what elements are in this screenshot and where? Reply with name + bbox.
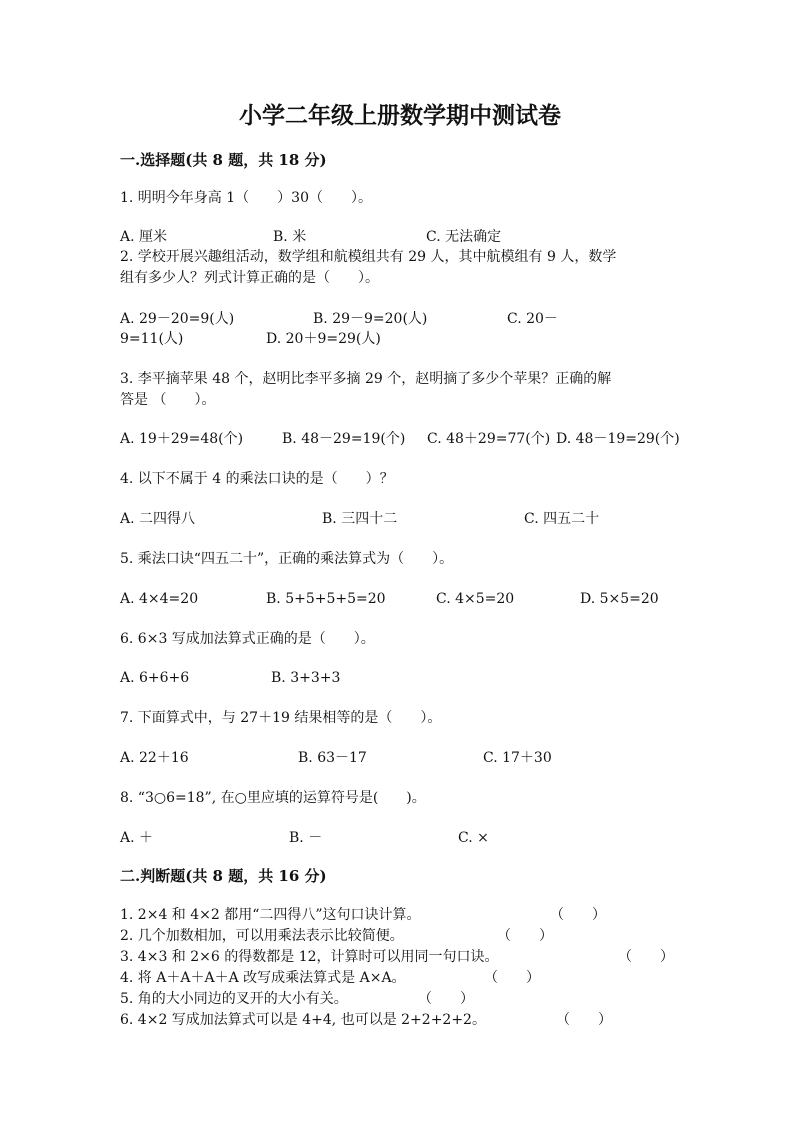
section-heading-judgment: 二.判断题(共 8 题，共 16 分) xyxy=(120,867,327,885)
option-c[interactable]: C. × xyxy=(458,830,489,846)
option-c[interactable]: C. 无法确定 xyxy=(426,229,502,245)
question-stem: 2. 学校开展兴趣组活动，数学组和航模组共有 29 人，其中航模组有 9 人，数学 xyxy=(120,249,617,265)
option-c[interactable]: C. 4×5=20 xyxy=(436,591,515,607)
section-heading-choice: 一.选择题(共 8 题，共 18 分) xyxy=(120,151,327,169)
answer-blank[interactable]: （ ） xyxy=(497,928,553,944)
option-a[interactable]: A. ＋ xyxy=(120,830,154,846)
answer-blank[interactable]: （ ） xyxy=(618,949,674,965)
question-stem: 3. 李平摘苹果 48 个，赵明比李平多摘 29 个，赵明摘了多少个苹果？正确的解 xyxy=(120,371,612,387)
judgment-item: 4. 将 A＋A＋A＋A 改写成乘法算式是 A×A。 xyxy=(120,970,406,986)
option-a[interactable]: A. 二四得八 xyxy=(120,511,196,527)
option-a[interactable]: A. 22＋16 xyxy=(120,750,189,766)
option-a[interactable]: A. 29－20=9(人) xyxy=(120,311,235,327)
option-d[interactable]: D. 20＋9=29(人) xyxy=(266,331,381,347)
answer-blank[interactable]: （ ） xyxy=(484,970,540,986)
option-a[interactable]: A. 4×4=20 xyxy=(120,591,199,607)
question-stem: 1. 明明今年身高 1（ ）30（ ）。 xyxy=(120,190,372,206)
answer-blank[interactable]: （ ） xyxy=(556,1012,612,1028)
judgment-item: 5. 角的大小同边的叉开的大小有关。 xyxy=(120,991,348,1007)
option-c[interactable]: C. 四五二十 xyxy=(524,511,600,527)
judgment-item: 1. 2×4 和 4×2 都用“二四得八”这句口诀计算。 xyxy=(120,907,421,923)
option-c[interactable]: C. 48＋29=77(个) xyxy=(427,431,551,447)
answer-blank[interactable]: （ ） xyxy=(418,991,474,1007)
option-b[interactable]: B. 米 xyxy=(273,229,307,245)
option-a[interactable]: A. 6+6+6 xyxy=(120,670,190,686)
judgment-item: 6. 4×2 写成加法算式可以是 4+4, 也可以是 2+2+2+2。 xyxy=(120,1012,486,1028)
question-stem: 5. 乘法口诀“四五二十”，正确的乘法算式为（ ）。 xyxy=(120,551,454,567)
question-stem: 4. 以下不属于 4 的乘法口诀的是（ ）？ xyxy=(120,471,394,487)
option-b[interactable]: B. 5+5+5+5=20 xyxy=(266,591,386,607)
question-stem: 答是 （ ）。 xyxy=(120,392,216,408)
option-b[interactable]: B. 3+3+3 xyxy=(271,670,341,686)
question-stem: 6. 6×3 写成加法算式正确的是（ ）。 xyxy=(120,631,375,647)
judgment-item: 3. 4×3 和 2×6 的得数都是 12，计算时可以用同一句口诀。 xyxy=(120,949,499,965)
option-b[interactable]: B. 63－17 xyxy=(298,750,367,766)
option-c-continued[interactable]: 9=11(人) xyxy=(120,331,184,347)
option-b[interactable]: B. 29－9=20(人) xyxy=(313,311,428,327)
option-c[interactable]: C. 17＋30 xyxy=(483,750,552,766)
option-d[interactable]: D. 5×5=20 xyxy=(580,591,659,607)
option-a[interactable]: A. 厘米 xyxy=(120,229,168,245)
judgment-item: 2. 几个加数相加，可以用乘法表示比较简便。 xyxy=(120,928,404,944)
option-b[interactable]: B. 三四十二 xyxy=(322,511,398,527)
question-stem: 8. “3○6=18”, 在○里应填的运算符号是( )。 xyxy=(120,790,426,806)
option-b[interactable]: B. － xyxy=(289,830,323,846)
page-title: 小学二年级上册数学期中测试卷 xyxy=(239,102,561,129)
option-d[interactable]: D. 48－19=29(个) xyxy=(556,431,680,447)
option-b[interactable]: B. 48－29=19(个) xyxy=(282,431,406,447)
option-c[interactable]: C. 20－ xyxy=(507,311,558,327)
option-a[interactable]: A. 19＋29=48(个) xyxy=(120,431,244,447)
question-stem: 7. 下面算式中，与 27＋19 结果相等的是（ ）。 xyxy=(120,710,442,726)
question-stem: 组有多少人？列式计算正确的是（ ）。 xyxy=(120,270,379,286)
answer-blank[interactable]: （ ） xyxy=(550,907,606,923)
